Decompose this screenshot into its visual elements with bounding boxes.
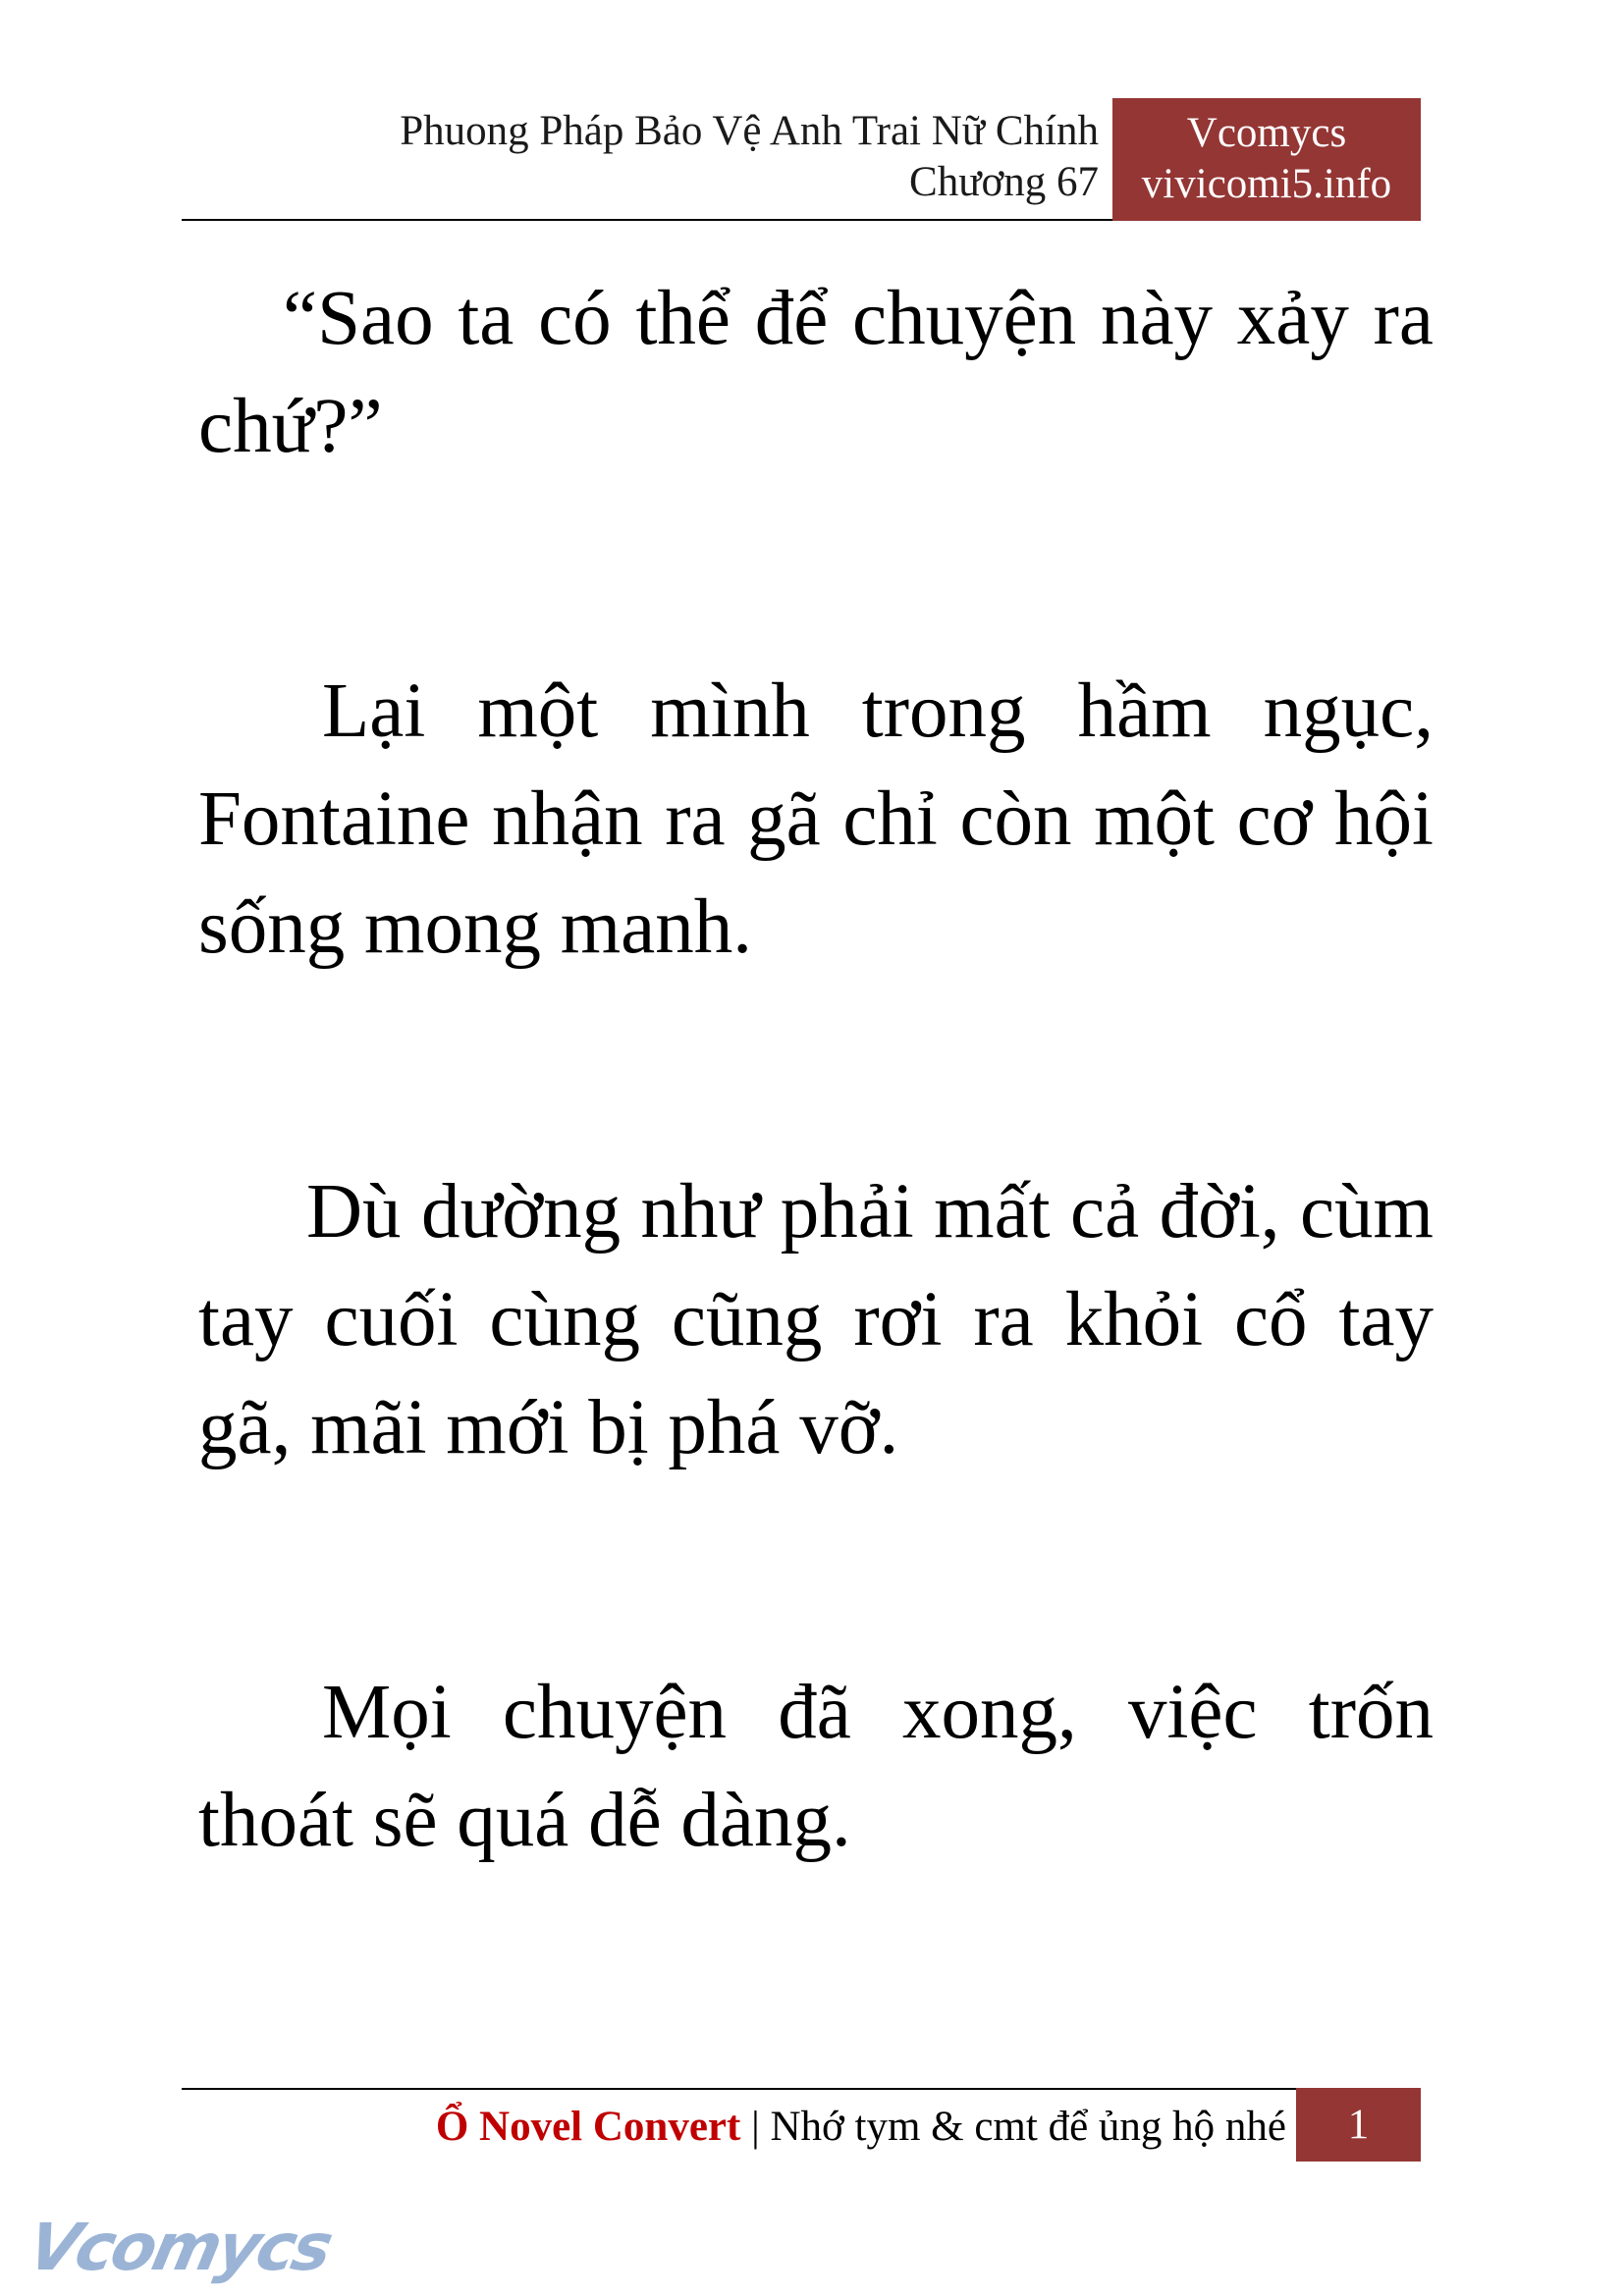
site-badge bbox=[1112, 98, 1421, 221]
paragraph-4: Mọi chuyện đã xong, việc trốn thoát sẽ quá dễ dàng. bbox=[198, 1670, 1434, 1863]
chapter-body bbox=[198, 265, 1434, 2052]
vcomycs-logo: Vcomycs bbox=[21, 2210, 338, 2285]
footer-separator: | bbox=[740, 2104, 771, 2150]
footer-brand: Ổ Novel Convert bbox=[435, 2104, 741, 2150]
page-number: 1 bbox=[1347, 2102, 1370, 2148]
paragraph-1: “Sao ta có thể để chuyện này xảy ra chứ?” bbox=[198, 276, 1434, 469]
footer-divider bbox=[182, 2088, 1296, 2090]
paragraph-2: Lại một mình trong hầm ngục, Fontaine nhận ra gã chỉ còn một cơ hội sống mong manh. bbox=[198, 668, 1434, 970]
footer-message: Nhớ tym & cmt để ủng hộ nhé bbox=[770, 2104, 1286, 2150]
book-title: Phuong Pháp Bảo Vệ Anh Trai Nữ Chính bbox=[400, 108, 1099, 154]
site-url[interactable]: vivicomi5.info bbox=[1141, 161, 1392, 207]
page-header bbox=[215, 106, 1099, 208]
paragraph-3: Dù dường như phải mất cả đời, cùm tay cuối cùng cũng rơi ra khỏi cổ tay gã, mãi mới bị phá vỡ. bbox=[198, 1169, 1434, 1470]
site-name: Vcomycs bbox=[1186, 110, 1347, 156]
page-number-badge bbox=[1296, 2088, 1421, 2162]
header-divider bbox=[182, 219, 1112, 221]
chapter-label: Chương 67 bbox=[909, 159, 1099, 205]
page-footer bbox=[304, 2101, 1286, 2154]
